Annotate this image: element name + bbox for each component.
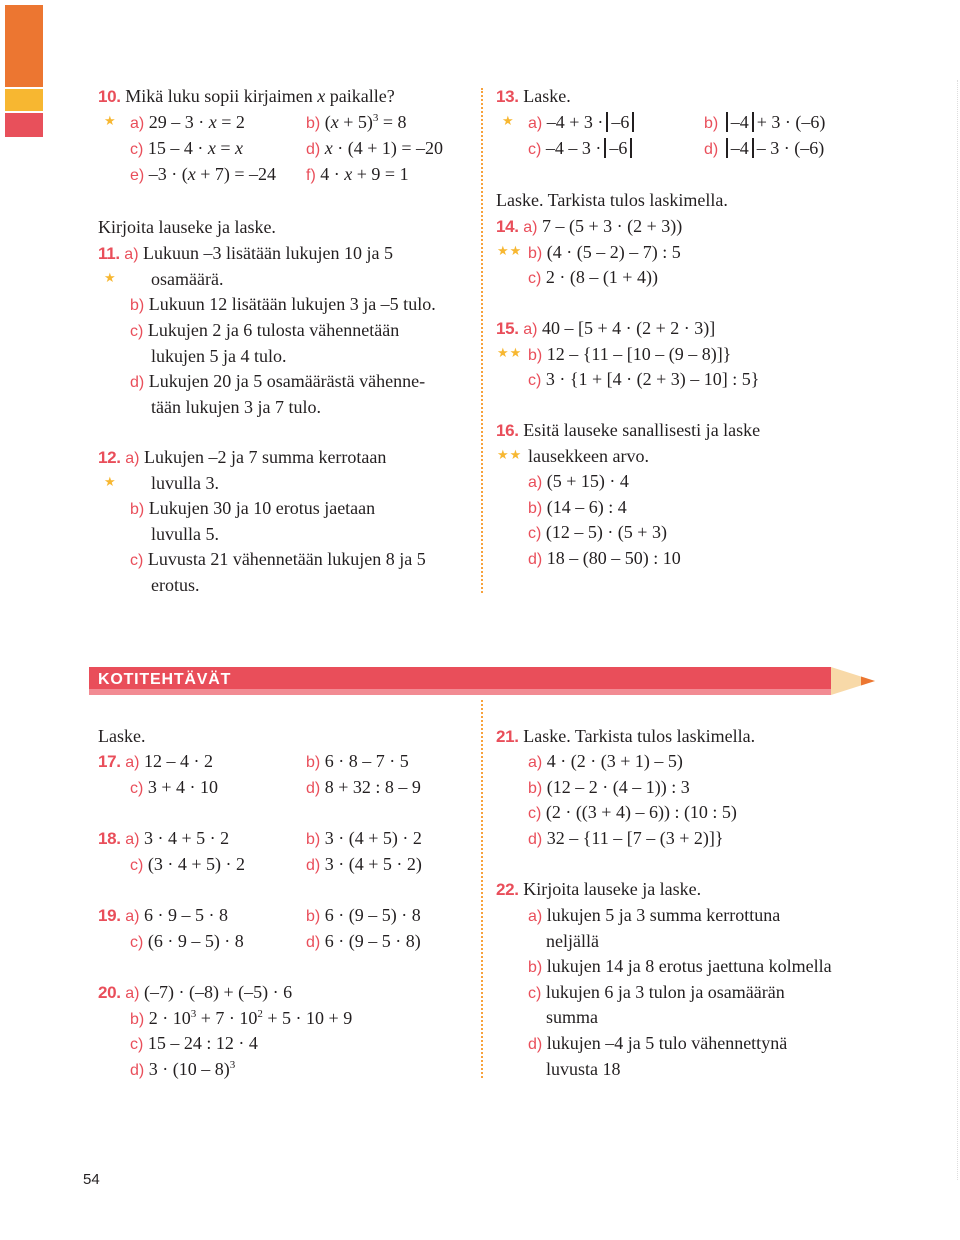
task-10-header — [98, 84, 395, 110]
section-heading: Kirjoita lauseke ja laske. — [98, 217, 276, 237]
top-right-column — [496, 84, 936, 584]
task-10-item-d: d) x · (4 + 1) = –20 — [306, 138, 444, 158]
task-22-item-c: c) lukujen 6 ja 3 tulon ja osamäärän — [528, 982, 785, 1002]
difficulty-star-icon: ★ — [104, 270, 117, 285]
banner-label: KOTITEHTÄVÄT — [98, 671, 232, 688]
task-13-item-b: b) –4 + 3 · (–6) — [704, 112, 826, 132]
task-12-item-c-cont: erotus. — [151, 575, 200, 595]
task-number: 17. — [98, 752, 121, 771]
difficulty-star-icon: ★★ — [497, 447, 523, 462]
task-15-item-a: 15. a) 40 – [5 + 4 · (2 + 2 · 3)] — [496, 318, 716, 338]
decor-bar-orange — [5, 5, 43, 87]
page-number: 54 — [83, 1171, 100, 1188]
task-11-item-c: c) Lukujen 2 ja 6 tulosta vähennetään — [130, 320, 400, 340]
task-13-item-a: a) –4 + 3 · –6 — [528, 110, 637, 137]
difficulty-star-icon: ★ — [104, 474, 117, 489]
top-left-column — [98, 84, 478, 604]
task-number: 14. — [496, 217, 519, 236]
section-heading: Laske. — [98, 726, 146, 746]
expression: 15 – 4 · x = x — [147, 138, 243, 158]
task-22-item-a-cont: neljällä — [546, 931, 599, 951]
task-13-item-d: d) –4 – 3 · (–6) — [704, 138, 825, 158]
task-14-item-c: c) 2 · (8 – (1 + 4)) — [528, 267, 658, 287]
task-20-item-a: 20. a) (–7) · (–8) + (–5) · 6 — [98, 982, 293, 1002]
task-21-item-c: c) (2 · ((3 + 4) – 6)) : (10 : 5) — [528, 802, 737, 822]
task-16-item-d: d) 18 – (80 – 50) : 10 — [528, 548, 681, 568]
task-number: 12. — [98, 448, 121, 467]
task-number: 13. — [496, 87, 519, 106]
abs-bar — [726, 138, 728, 158]
expression: 4 · x + 9 = 1 — [320, 164, 409, 184]
task-22-item-d-cont: luvusta 18 — [546, 1059, 621, 1079]
task-10-item-f: f) 4 · x + 9 = 1 — [306, 164, 409, 184]
task-16-header: 16. Esitä lauseke sanallisesti ja laske — [496, 420, 761, 440]
task-text: Mikä luku sopii kirjaimen x paikalle? — [125, 86, 395, 106]
difficulty-star-icon: ★★ — [497, 345, 523, 360]
task-number: 15. — [496, 319, 519, 338]
task-15-item-c: c) 3 · {1 + [4 · (2 + 3) – 10] : 5} — [528, 369, 760, 389]
task-19-item-d: d) 6 · (9 – 5 · 8) — [306, 931, 421, 951]
task-13-item-c: c) –4 – 3 · –6 — [528, 136, 635, 163]
abs-bar — [604, 138, 606, 158]
task-17-item-b: b) 6 · 8 – 7 · 5 — [306, 751, 409, 771]
task-number: 19. — [98, 906, 121, 925]
expression: x · (4 + 1) = –20 — [324, 138, 444, 158]
expression: –3 · (x + 7) = –24 — [148, 164, 277, 184]
abs-bar — [752, 138, 754, 158]
task-number: 22. — [496, 880, 519, 899]
task-21-item-a: a) 4 · (2 · (3 + 1) – 5) — [528, 751, 683, 771]
task-14-item-b: b) (4 · (5 – 2) – 7) : 5 — [528, 242, 681, 262]
task-12-item-b-cont: luvulla 5. — [151, 524, 219, 544]
difficulty-star-icon: ★ — [104, 113, 117, 128]
task-22-item-a: a) lukujen 5 ja 3 summa kerrottuna — [528, 905, 781, 925]
abs-bar — [606, 112, 608, 132]
task-22-header: 22. Kirjoita lauseke ja laske. — [496, 879, 702, 899]
task-10-item-e: e) –3 · (x + 7) = –24 — [130, 164, 277, 184]
task-11-item-d: d) Lukujen 20 ja 5 osamäärästä vähenne- — [130, 371, 426, 391]
section-banner — [89, 667, 879, 703]
task-22-item-b: b) lukujen 14 ja 8 erotus jaettuna kolmella — [528, 956, 832, 976]
abs-bar — [752, 112, 754, 132]
bottom-right-column — [496, 724, 936, 1084]
task-18-item-b: b) 3 · (4 + 5) · 2 — [306, 828, 422, 848]
task-number: 20. — [98, 983, 121, 1002]
bottom-left-column — [98, 724, 478, 1084]
section-heading: Laske. Tarkista tulos laskimella. — [496, 190, 728, 210]
column-divider — [481, 700, 483, 1078]
abs-bar — [632, 112, 634, 132]
task-number: 10. — [98, 87, 121, 106]
task-16-item-c: c) (12 – 5) · (5 + 3) — [528, 522, 667, 542]
abs-bar — [630, 138, 632, 158]
task-12-item-b: b) Lukujen 30 ja 10 erotus jaetaan — [130, 498, 376, 518]
task-22-item-d: d) lukujen –4 ja 5 tulo vähennettynä — [528, 1033, 788, 1053]
task-21-item-d: d) 32 – {11 – [7 – (3 + 2)]} — [528, 828, 724, 848]
task-10-item-a: a) 29 – 3 · x = 2 — [130, 112, 245, 132]
task-10-item-c: c) 15 – 4 · x = x — [130, 138, 243, 158]
task-16-text-cont: lausekkeen arvo. — [528, 446, 649, 466]
decor-bar-red — [5, 113, 43, 137]
abs-bar — [726, 112, 728, 132]
difficulty-star-icon: ★★ — [497, 243, 523, 258]
task-12-item-a: 12. a) Lukujen –2 ja 7 summa kerrotaan — [98, 447, 387, 467]
task-11-item-b: b) Lukuun 12 lisätään lukujen 3 ja –5 tulo. — [130, 294, 436, 314]
task-10-item-b: b) $(x + 5)^3 = 8$ — [306, 112, 407, 132]
task-14-item-a: 14. a) 7 – (5 + 3 · (2 + 3)) — [496, 216, 683, 236]
task-19-item-b: b) 6 · (9 – 5) · 8 — [306, 905, 421, 925]
column-divider — [481, 88, 483, 593]
task-19-item-a: 19. a) 6 · 9 – 5 · 8 — [98, 905, 228, 925]
task-number: 21. — [496, 727, 519, 746]
task-number: 18. — [98, 829, 121, 848]
task-16-item-a: a) (5 + 15) · 4 — [528, 471, 629, 491]
expression: $(x + 5)^3 = 8$ — [324, 112, 407, 132]
task-16-item-b: b) (14 – 6) : 4 — [528, 497, 627, 517]
task-11-item-a: 11. a) Lukuun –3 lisätään lukujen 10 ja 5 — [98, 243, 393, 263]
task-20-item-b: b) $2 \cdot 10^3 + 7 \cdot 10^2 + 5 \cdot 10 + 9$ — [130, 1008, 353, 1028]
task-17-item-c: c) 3 + 4 · 10 — [130, 777, 218, 797]
task-13-header: 13. Laske. — [496, 86, 571, 106]
task-18-item-d: d) 3 · (4 + 5 · 2) — [306, 854, 422, 874]
difficulty-star-icon: ★ — [502, 113, 515, 128]
task-20-item-c: c) 15 – 24 : 12 · 4 — [130, 1033, 258, 1053]
task-20-item-d: d) 3 · (10 – 8)$^3$ — [130, 1059, 236, 1079]
task-number: 16. — [496, 421, 519, 440]
task-15-item-b: b) 12 – {11 – [10 – (9 – 8)]} — [528, 344, 732, 364]
task-17-item-a: 17. a) 12 – 4 · 2 — [98, 751, 213, 771]
task-12-item-a-cont: luvulla 3. — [151, 473, 219, 493]
task-11-item-c-cont: lukujen 5 ja 4 tulo. — [151, 346, 287, 366]
task-22-item-c-cont: summa — [546, 1007, 598, 1027]
task-19-item-c: c) (6 · 9 – 5) · 8 — [130, 931, 244, 951]
task-17-item-d: d) 8 + 32 : 8 – 9 — [306, 777, 421, 797]
task-11-item-d-cont: tään lukujen 3 ja 7 tulo. — [151, 397, 321, 417]
task-21-item-b: b) (12 – 2 · (4 – 1)) : 3 — [528, 777, 690, 797]
task-number: 11. — [98, 244, 120, 263]
expression: 29 – 3 · x = 2 — [148, 112, 245, 132]
task-21-header: 21. Laske. Tarkista tulos laskimella. — [496, 726, 756, 746]
task-18-item-a: 18. a) 3 · 4 + 5 · 2 — [98, 828, 230, 848]
task-12-item-c: c) Luvusta 21 vähennetään lukujen 8 ja 5 — [130, 549, 426, 569]
task-11-item-a-cont: osamäärä. — [151, 269, 224, 289]
decor-bar-yellow — [5, 89, 43, 111]
task-18-item-c: c) (3 · 4 + 5) · 2 — [130, 854, 245, 874]
